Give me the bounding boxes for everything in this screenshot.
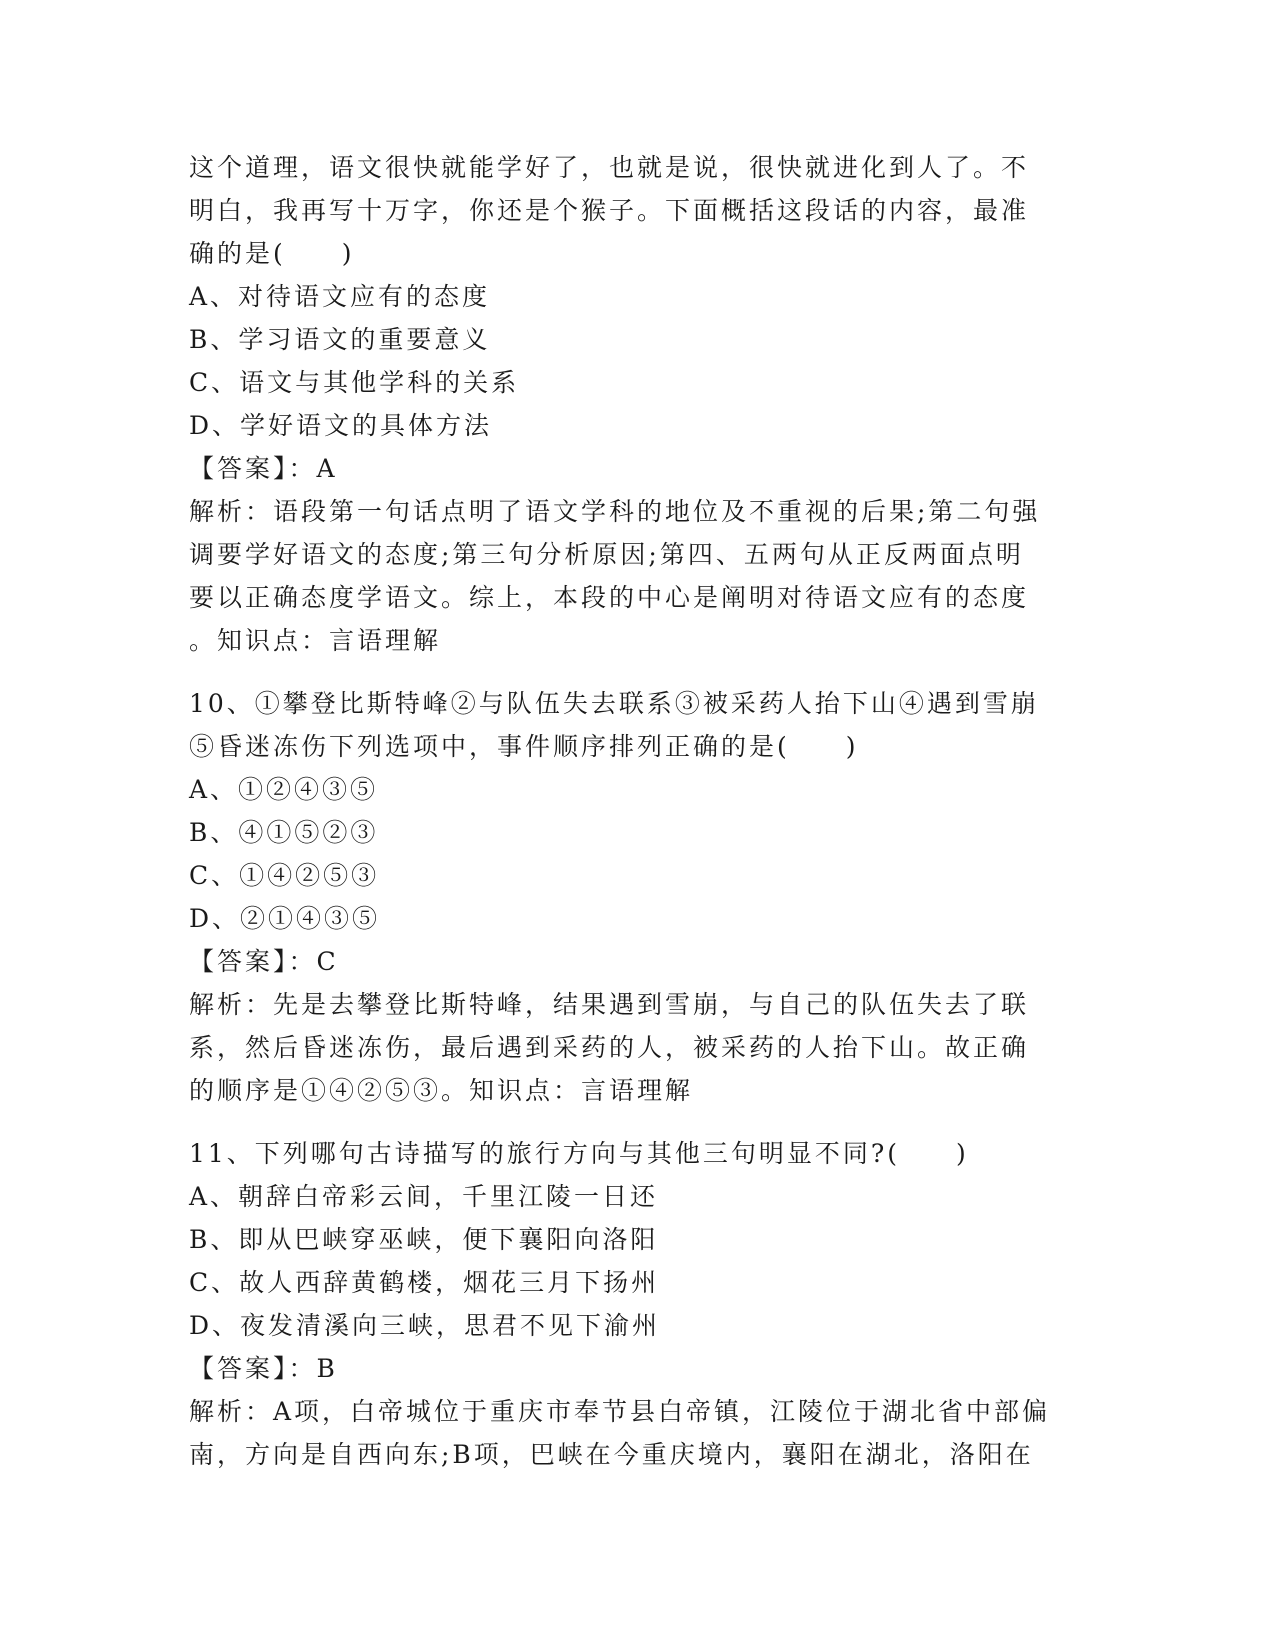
analysis-line: 调要学好语文的态度;第三句分析原因;第四、五两句从正反两面点明	[189, 540, 1024, 569]
answer-line: 【答案】：C	[189, 947, 339, 976]
analysis-line: 系，然后昏迷冻伤，最后遇到采药的人，被采药的人抬下山。故正确	[189, 1033, 1030, 1062]
question-stem-line: 11、下列哪句古诗描写的旅行方向与其他三句明显不同?( )	[189, 1139, 969, 1168]
question-stem-line: ⑤昏迷冻伤下列选项中，事件顺序排列正确的是( )	[189, 732, 859, 761]
option-a: A、对待语文应有的态度	[189, 282, 491, 311]
question-10	[189, 682, 1089, 1112]
analysis-line: 要以正确态度学语文。综上，本段的中心是阐明对待语文应有的态度	[189, 583, 1030, 612]
document-content	[189, 146, 1089, 1476]
question-11	[189, 1132, 1089, 1476]
question-9	[189, 146, 1089, 662]
option-a: A、①②④③⑤	[189, 775, 379, 804]
analysis-line: 的顺序是①④②⑤③。知识点：言语理解	[189, 1076, 694, 1105]
option-c: C、故人西辞黄鹤楼，烟花三月下扬州	[189, 1268, 660, 1297]
question-stem-line: 10、①攀登比斯特峰②与队伍失去联系③被采药人抬下山④遇到雪崩	[189, 689, 1039, 718]
option-d: D、②①④③⑤	[189, 904, 381, 933]
analysis-line: 解析：先是去攀登比斯特峰，结果遇到雪崩，与自己的队伍失去了联	[189, 990, 1030, 1019]
question-stem-line: 确的是( )	[189, 239, 355, 268]
option-c: C、①④②⑤③	[189, 861, 380, 890]
question-spacer	[189, 1112, 1089, 1132]
question-spacer	[189, 662, 1089, 682]
question-stem-line: 明白，我再写十万字，你还是个猴子。下面概括这段话的内容，最准	[189, 196, 1030, 225]
analysis-line: 。知识点：言语理解	[189, 626, 442, 655]
option-d: D、学好语文的具体方法	[189, 411, 493, 440]
option-b: B、学习语文的重要意义	[189, 325, 491, 354]
option-c: C、语文与其他学科的关系	[189, 368, 520, 397]
analysis-line: 解析：语段第一句话点明了语文学科的地位及不重视的后果;第二句强	[189, 497, 1041, 526]
question-stem-line: 这个道理，语文很快就能学好了，也就是说，很快就进化到人了。不	[189, 153, 1030, 182]
option-b: B、④①⑤②③	[189, 818, 379, 847]
analysis-line: 解析：A项，白帝城位于重庆市奉节县白帝镇，江陵位于湖北省中部偏	[189, 1397, 1051, 1426]
option-a: A、朝辞白帝彩云间，千里江陵一日还	[189, 1182, 659, 1211]
option-d: D、夜发清溪向三峡，思君不见下渝州	[189, 1311, 661, 1340]
answer-line: 【答案】：A	[189, 454, 338, 483]
analysis-line: 南，方向是自西向东;B项，巴峡在今重庆境内，襄阳在湖北，洛阳在	[189, 1440, 1034, 1469]
option-b: B、即从巴峡穿巫峡，便下襄阳向洛阳	[189, 1225, 659, 1254]
answer-line: 【答案】：B	[189, 1354, 338, 1383]
